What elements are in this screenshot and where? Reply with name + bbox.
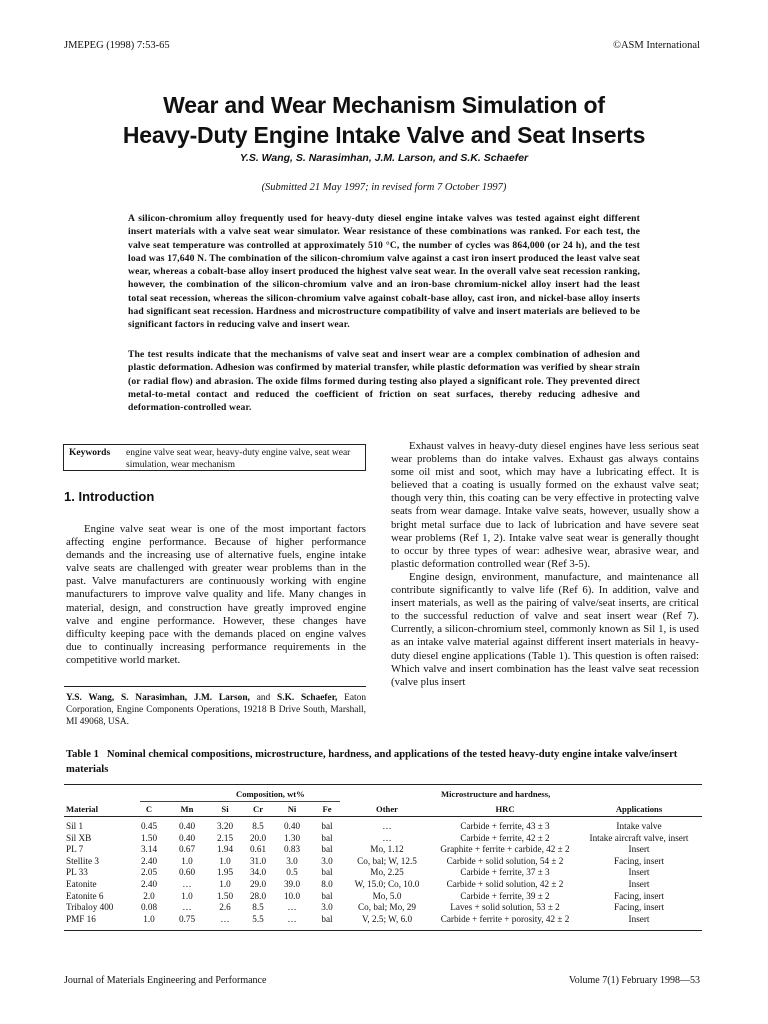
cell-microstructure: Graphite + ferrite + carbide, 42 ± 2 — [440, 844, 570, 855]
table-row — [0, 844, 768, 854]
column-header-application: Applications — [615, 804, 663, 814]
cell-material: Sil 1 — [66, 821, 84, 831]
cell-fe: bal — [321, 844, 333, 855]
cell-ni: 3.0 — [286, 855, 298, 866]
cell-cr: 8.5 — [252, 902, 264, 913]
abstract-paragraph-2: The test results indicate that the mechanisms of valve seat and insert wear are a complex combination of adhesion and plastic deformation. Adhesion was confirmed by material transfer, while plastic deformation was verified by shear strain (or radial flow) and abrasion. The oxide films formed during testing also played a significant role. They prevented direct metal-to-metal contact and reduced the coefficient of friction on seat surfaces, thereby reducing adhesive and deformation-controlled wear. — [128, 349, 640, 414]
cell-application: Facing, insert — [613, 855, 665, 866]
cell-si: 1.95 — [216, 867, 234, 878]
cell-other: Mo, 5.0 — [372, 890, 402, 901]
right-column-text — [391, 440, 699, 689]
cell-material: Eatonite 6 — [66, 890, 104, 901]
footer-journal-name: Journal of Materials Engineering and Performance — [64, 975, 267, 986]
submission-dates: (Submitted 21 May 1997; in revised form 7 October 1997) — [261, 182, 507, 193]
cell-ni: … — [287, 902, 297, 913]
cell-fe: bal — [321, 867, 333, 878]
cell-other: V, 2.5; W, 6.0 — [361, 913, 413, 924]
cell-ni: 0.83 — [283, 844, 301, 855]
column-header-c: C — [145, 804, 153, 814]
affiliation-author-names: Y.S. Wang, S. Narasimhan, J.M. Larson, — [66, 693, 250, 703]
author-affiliation — [66, 692, 366, 729]
table-bottom-rule — [64, 930, 702, 931]
cell-application: Intake valve — [616, 821, 662, 831]
cell-si: 2.6 — [219, 902, 231, 913]
affiliation-last-author: S.K. Schaefer, — [277, 693, 338, 703]
table-row — [0, 867, 768, 877]
affiliation-address: Eaton Corporation, Engine Components Operations, 19218 B Drive South, Marshall, MI 49068, USA. — [66, 693, 367, 728]
table-header-row — [0, 804, 768, 815]
cell-material: PL 33 — [66, 867, 88, 878]
cell-microstructure: Laves + solid solution, 53 ± 2 — [450, 902, 560, 913]
affiliation-conjunction: and — [256, 693, 271, 703]
cell-c: 1.0 — [143, 913, 155, 924]
cell-other: Co, bal; Mo, 29 — [358, 902, 416, 913]
cell-fe: bal — [321, 832, 333, 843]
cell-c: 0.08 — [140, 902, 158, 913]
cell-si: 2.15 — [216, 832, 234, 843]
cell-ni: … — [287, 913, 297, 924]
cell-mn: 0.60 — [178, 867, 196, 878]
column-header-mn: Mn — [180, 804, 194, 814]
table-body — [0, 821, 768, 926]
cell-cr: 20.0 — [249, 832, 267, 843]
journal-reference: JMEPEG (1998) 7:53-65 — [64, 40, 170, 51]
cell-material: Eatonite — [66, 879, 97, 889]
column-header-microstructure: HRC — [495, 804, 515, 814]
column-header-cr: Cr — [252, 804, 264, 814]
cell-cr: 0.61 — [249, 844, 267, 855]
cell-ni: 0.5 — [286, 867, 298, 878]
keywords-list: engine valve seat wear, heavy-duty engine valve, seat wear simulation, wear mechanism — [126, 448, 351, 470]
composition-group-rule — [140, 801, 340, 802]
cell-material: PMF 16 — [66, 913, 96, 924]
cell-si: 1.50 — [216, 890, 234, 901]
cell-microstructure: Carbide + ferrite, 39 ± 2 — [460, 890, 550, 901]
microstructure-group-header: Microstructure and hardness, — [441, 789, 551, 799]
cell-material: Stellite 3 — [66, 855, 99, 866]
cell-microstructure: Carbide + ferrite + porosity, 42 ± 2 — [440, 913, 570, 924]
cell-application: Facing, insert — [613, 902, 665, 913]
title-line-2: Heavy-Duty Engine Intake Valve and Seat Inserts — [122, 122, 646, 148]
table-caption — [66, 747, 706, 777]
cell-ni: 1.30 — [283, 832, 301, 843]
cell-mn: … — [182, 902, 192, 913]
table-caption-text: Nominal chemical compositions, microstructure, hardness, and applications of the tested heavy-duty engine intake valve/insert materials — [66, 749, 678, 775]
table-row — [0, 856, 768, 866]
cell-other: … — [382, 832, 392, 843]
cell-other: Mo, 1.12 — [370, 844, 404, 855]
cell-c: 2.0 — [143, 890, 155, 901]
column-header-other: Other — [376, 804, 398, 814]
cell-application: Insert — [628, 913, 650, 924]
cell-cr: 31.0 — [249, 855, 267, 866]
cell-mn: 1.0 — [181, 890, 193, 901]
cell-cr: 8.5 — [252, 821, 264, 831]
cell-fe: bal — [321, 913, 333, 924]
cell-si: 1.0 — [219, 879, 231, 889]
keywords-label: Keywords — [69, 448, 111, 458]
cell-microstructure: Carbide + ferrite, 42 ± 2 — [460, 832, 550, 843]
column-header-fe: Fe — [322, 804, 332, 814]
copyright-notice: ©ASM International — [612, 40, 700, 51]
cell-application: Insert — [628, 879, 650, 889]
cell-c: 0.45 — [140, 821, 158, 831]
cell-fe: 3.0 — [321, 902, 333, 913]
cell-material: PL 7 — [66, 844, 84, 855]
cell-fe: 8.0 — [321, 879, 333, 889]
table-row — [0, 833, 768, 843]
cell-si: 1.94 — [216, 844, 234, 855]
cell-mn: … — [182, 879, 192, 889]
cell-material: Tribaloy 400 — [66, 902, 114, 913]
cell-cr: 28.0 — [249, 890, 267, 901]
cell-c: 1.50 — [140, 832, 158, 843]
cell-si: … — [220, 913, 230, 924]
column-header-material: Material — [66, 804, 98, 814]
cell-si: 3.20 — [216, 821, 234, 831]
table-row — [0, 821, 768, 831]
cell-fe: 3.0 — [321, 855, 333, 866]
column-header-ni: Ni — [287, 804, 297, 814]
right-paragraph-2: Engine design, environment, manufacture, and maintenance all contribute significantly to valve life (Ref 6). In addition, valve and insert materials, as well as the pairing of valve/seat inserts, are critical to the successful reduction of valve and seat insert wear (Ref 7). Currently, a silicon-chromium steel, commonly known as Sil 1, is used as an intake valve material against different insert materials in heavy-duty diesel engine applications (Table 1). This question is often raised: Which valve and insert combination has the least valve seat recession (valve plus insert — [391, 570, 699, 688]
cell-mn: 0.40 — [178, 821, 196, 831]
cell-microstructure: Carbide + solid solution, 54 ± 2 — [446, 855, 564, 866]
cell-ni: 10.0 — [283, 890, 301, 901]
cell-material: Sil XB — [66, 832, 92, 843]
cell-c: 2.40 — [140, 879, 158, 889]
cell-ni: 39.0 — [283, 879, 301, 889]
composition-group-header: Composition, wt% — [236, 789, 305, 799]
cell-mn: 0.75 — [178, 913, 196, 924]
cell-microstructure: Carbide + solid solution, 42 ± 2 — [446, 879, 564, 889]
intro-paragraph-1: Engine valve seat wear is one of the most important factors affecting engine performance. Because of higher performance demands and the increasing use of alternative fuels, engine intake valve seats are challenged with greater wear problems than in the past. Valve manufacturers are continuously working with engine manufacturers to improve valve quality and life. Many changes in material, design, and construction have greatly improved engine valve and engine performance. However, these changes have difficulty keeping pace with the demands placed on engine valves due to continually increasing performance requirements in the competitive world market. — [66, 523, 366, 666]
table-row — [0, 879, 768, 889]
article-title — [0, 90, 768, 150]
author-list: Y.S. Wang, S. Narasimhan, J.M. Larson, and S.K. Schaefer — [239, 152, 529, 164]
footer-volume-page: Volume 7(1) February 1998—53 — [568, 975, 700, 986]
table-caption-label: Table 1 — [66, 749, 99, 760]
cell-cr: 34.0 — [249, 867, 267, 878]
affiliation-divider — [64, 686, 366, 687]
cell-c: 2.05 — [140, 867, 158, 878]
cell-other: Co, bal; W, 12.5 — [357, 855, 417, 866]
cell-application: Intake aircraft valve, insert — [589, 832, 689, 843]
keywords-box — [63, 444, 366, 471]
cell-cr: 29.0 — [249, 879, 267, 889]
cell-mn: 0.40 — [178, 832, 196, 843]
cell-other: Mo, 2.25 — [370, 867, 404, 878]
title-line-1: Wear and Wear Mechanism Simulation of — [163, 92, 605, 118]
cell-mn: 1.0 — [181, 855, 193, 866]
right-paragraph-1: Exhaust valves in heavy-duty diesel engines have less serious seat wear problems than do intake valves. Exhaust gas always contains some oil mist and soot, which may have a lubricating effect. It is believed that a coating is usually formed on the exhaust valve seat; though very thin, this coating can be very effective in protecting valve seats from wear damage. Intake valve seats, however, usually show a bright metal surface due to lack of lubrication and have severe seat wear problems (Ref 1, 2). Intake valve seat wear is generally thought to occur by three types of wear: adhesive wear, abrasive wear, and plastic deformation controlled wear (Ref 3-5). — [391, 440, 699, 570]
cell-other: … — [382, 821, 392, 831]
cell-application: Insert — [628, 867, 650, 878]
cell-microstructure: Carbide + ferrite, 37 ± 3 — [460, 867, 550, 878]
cell-c: 3.14 — [140, 844, 158, 855]
cell-fe: bal — [321, 821, 333, 831]
section-heading-introduction: 1. Introduction — [64, 489, 155, 504]
cell-cr: 5.5 — [252, 913, 264, 924]
table-row — [0, 891, 768, 901]
cell-c: 2.40 — [140, 855, 158, 866]
table-header-rule — [64, 816, 702, 817]
cell-application: Insert — [628, 844, 650, 855]
table-row — [0, 902, 768, 912]
cell-fe: bal — [321, 890, 333, 901]
table-row — [0, 914, 768, 924]
cell-microstructure: Carbide + ferrite, 43 ± 3 — [460, 821, 550, 831]
cell-mn: 0.67 — [178, 844, 196, 855]
cell-application: Facing, insert — [613, 890, 665, 901]
cell-si: 1.0 — [219, 855, 231, 866]
cell-ni: 0.40 — [283, 821, 301, 831]
table-top-rule — [64, 784, 702, 785]
column-header-si: Si — [221, 804, 229, 814]
cell-other: W, 15.0; Co, 10.0 — [354, 879, 420, 889]
abstract-paragraph-1: A silicon-chromium alloy frequently used for heavy-duty diesel engine intake valves was tested against eight different insert materials with a valve seat wear simulator. Wear resistance of these combinations was ranked. For each test, the valve seat temperature was controlled at approximately 510 °C, the number of cycles was 864,000 (or 24 h), and the test load was 17,640 N. The combination of the silicon-chromium valve against a cast iron insert produced the least valve seat wear, whereas a cobalt-base alloy insert produced the highest valve seat wear. In the overall valve seat recession ranking, however, the combination of the silicon-chromium valve and an iron-base chromium-nickel alloy insert had the least total seat recession, whereas the silicon-chromium valve against cobalt-base alloy, cast iron, and nickel-base alloy inserts had significant seat recession. Hardness and microstructure compatibility of valve and insert materials are believed to be significant factors in reducing valve and insert wear. — [128, 213, 640, 331]
